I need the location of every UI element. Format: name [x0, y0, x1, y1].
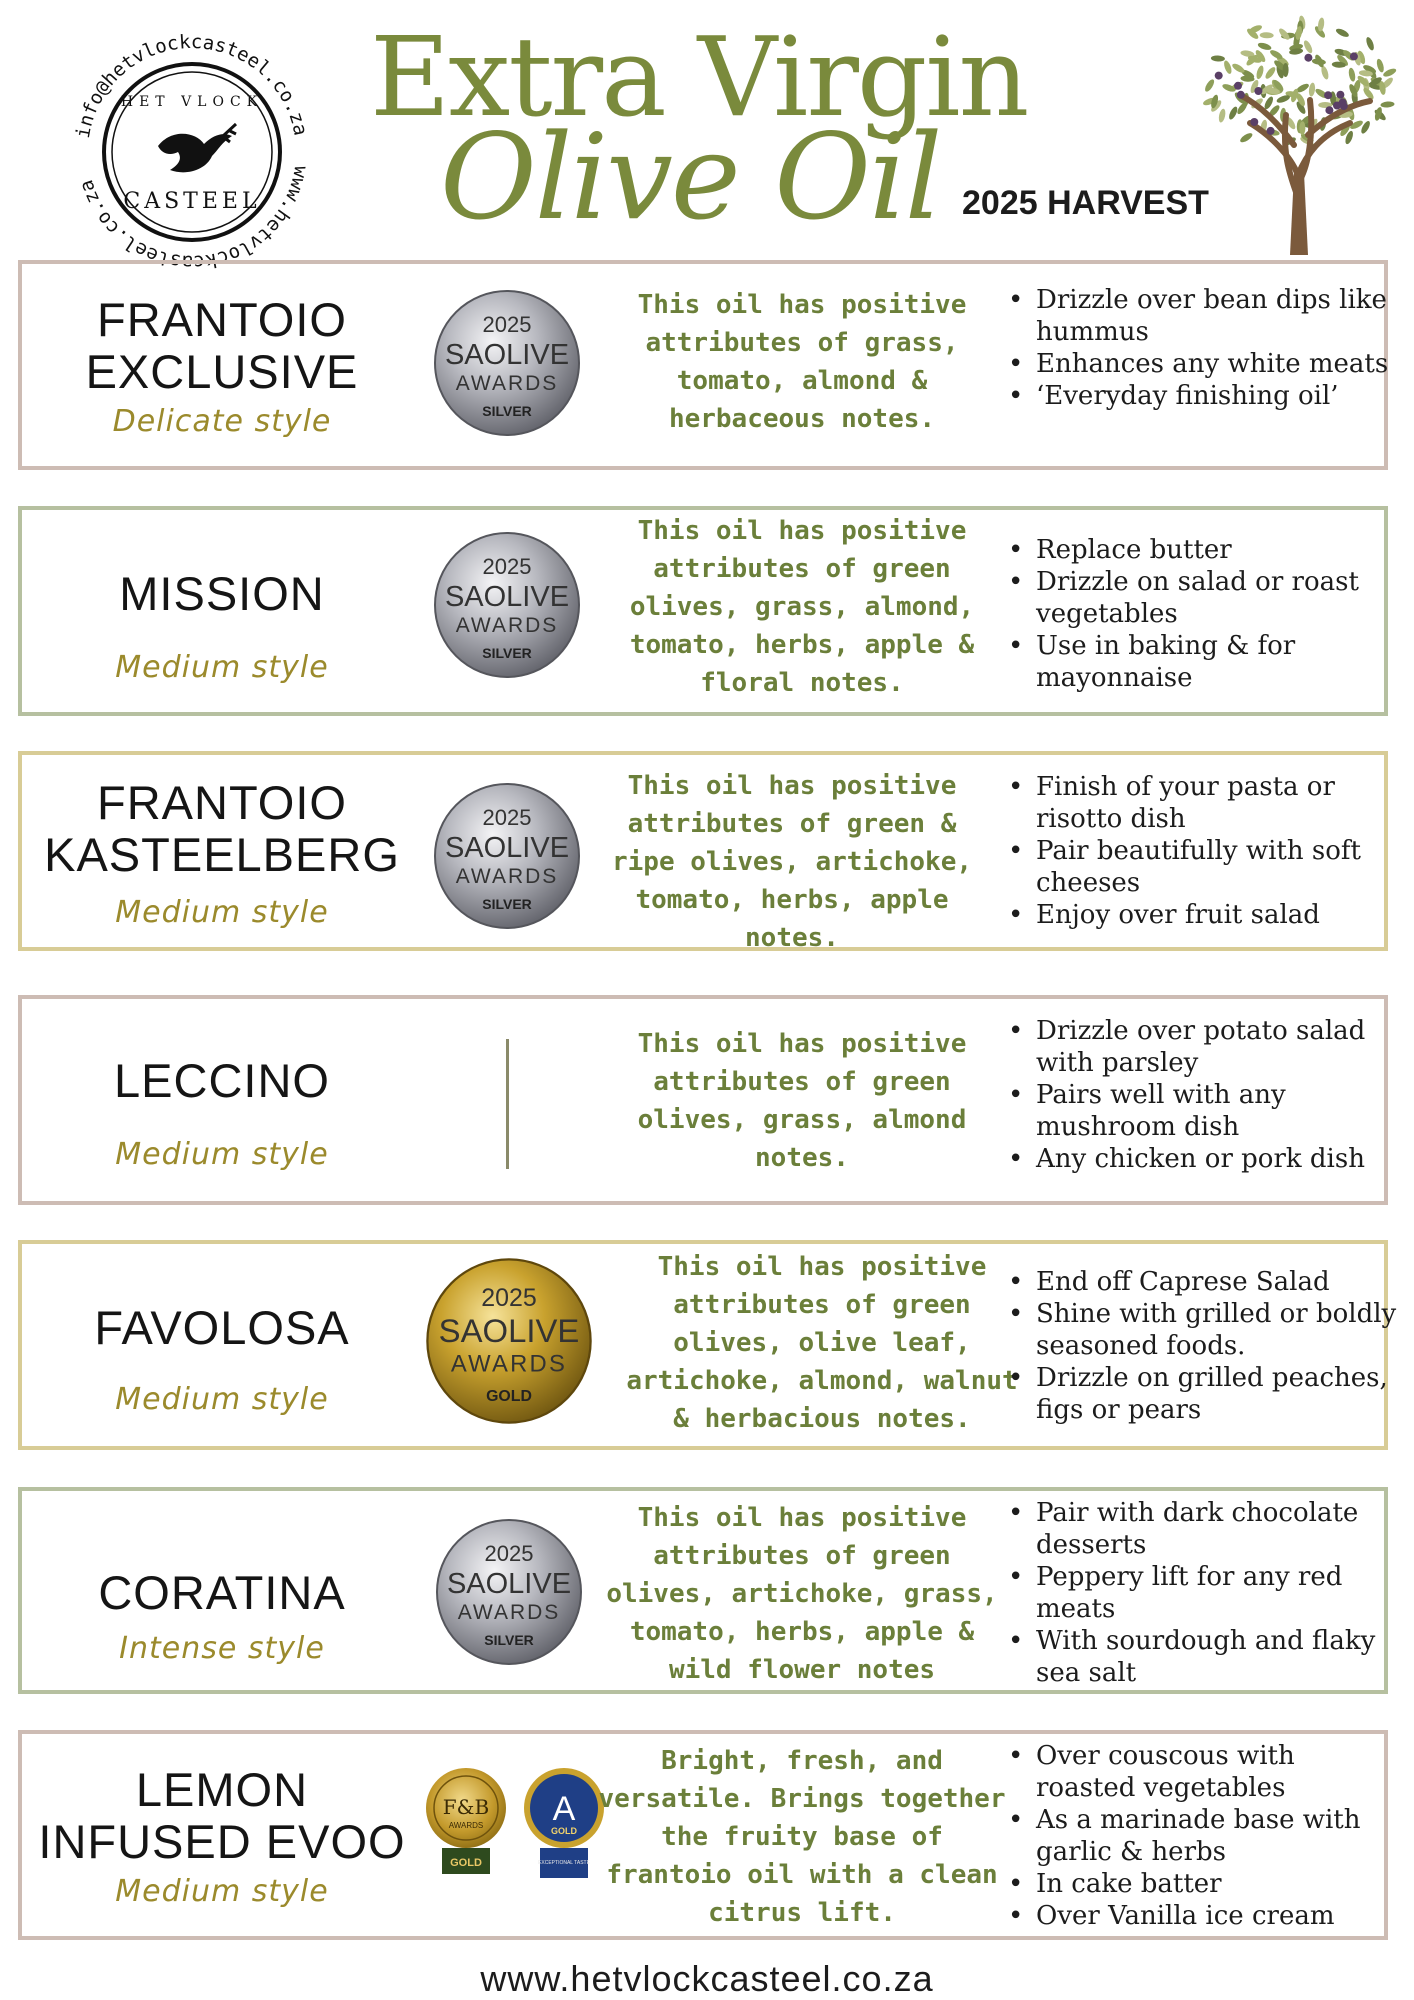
serving-suggestion: • Pair with dark chocolate desserts [1002, 1497, 1402, 1561]
serving-suggestion: • Drizzle over bean dips like hummus [1002, 284, 1402, 348]
oil-card [18, 260, 1388, 470]
oil-name [22, 1302, 422, 1354]
oil-description: This oil has positive attributes of green & ripe olives, artichoke, tomato, herbs, apple notes. [611, 771, 973, 953]
serving-suggestion: • With sourdough and flaky sea salt [1002, 1625, 1402, 1689]
oil-card [18, 995, 1388, 1205]
serving-suggestions-list [1002, 1497, 1402, 1689]
harvest-label: 2025 HARVEST [962, 184, 1209, 222]
oil-name-line: MISSION [119, 567, 325, 620]
logo-brand-bottom: CASTEEL [123, 189, 261, 214]
medal-year: 2025 [482, 805, 532, 830]
oil-description: This oil has positive attributes of green olives, grass, almond notes. [637, 1029, 967, 1173]
serving-suggestion: • As a marinade base with garlic & herbs [1002, 1804, 1402, 1868]
serving-suggestion: • Enjoy over fruit salad [1002, 899, 1402, 931]
serving-suggestions-list [1002, 1740, 1402, 1932]
oil-name-line: LEMON [135, 1763, 309, 1816]
medal-grade: GOLD [486, 1388, 532, 1406]
silver-medal-icon [434, 1517, 584, 1671]
oil-card [18, 1240, 1397, 1450]
medal-awards: AWARDS [450, 1350, 568, 1378]
oil-name [22, 294, 422, 398]
serving-suggestion: • ‘Everyday finishing oil’ [1002, 380, 1402, 412]
oil-style: Medium style [115, 1382, 329, 1417]
medal-awards: AWARDS [455, 372, 559, 395]
serving-suggestion: • Shine with grilled or boldly seasoned foods. [1002, 1298, 1402, 1362]
fb-gold: GOLD [450, 1857, 482, 1869]
serving-suggestion: • Any chicken or pork dish [1002, 1143, 1402, 1175]
medal-brand: SAOLIVE [446, 1568, 572, 1600]
serving-suggestions-list [1002, 534, 1402, 694]
oil-card [18, 506, 1388, 716]
serving-suggestion: • Drizzle on grilled peaches, figs or pears [1002, 1362, 1402, 1426]
oil-card [18, 751, 1388, 951]
oil-name [22, 777, 422, 881]
dove-icon [158, 124, 236, 172]
serving-suggestion: • Pair beautifully with soft cheeses [1002, 835, 1402, 899]
logo-ring-email: info@hetvlockcasteel.co.za [71, 30, 312, 140]
medal-awards: AWARDS [457, 1601, 561, 1624]
oil-name-line: KASTEELBERG [44, 828, 400, 881]
oil-style: Medium style [115, 650, 329, 685]
serving-suggestions-list [1002, 284, 1402, 412]
title-line-1: Extra Virgin [370, 13, 1028, 141]
fb-brand: F&B [442, 1795, 490, 1819]
oil-description: This oil has positive attributes of green olives, artichoke, grass, tomato, herbs, apple & wild flower notes [606, 1503, 998, 1685]
taste-letter: A [552, 1790, 576, 1828]
serving-suggestion: • Finish of your pasta or risotto dish [1002, 771, 1402, 835]
oil-description: This oil has positive attributes of green olives, olive leaf, artichoke, almond, walnut & herbacious notes. [626, 1252, 1018, 1434]
oil-name [22, 1764, 422, 1868]
medal-year: 2025 [482, 554, 532, 579]
medal-brand: SAOLIVE [444, 581, 570, 613]
serving-suggestions-list [1002, 1015, 1402, 1175]
taste-gold: GOLD [551, 1826, 577, 1836]
oil-style: Medium style [115, 1137, 329, 1172]
serving-suggestion: • Drizzle over potato salad with parsley [1002, 1015, 1402, 1079]
silver-medal-icon [432, 781, 582, 935]
oil-name-line: CORATINA [98, 1566, 346, 1619]
fb-awards: AWARDS [448, 1821, 484, 1830]
fb-gold-award-icon [424, 1764, 508, 1918]
serving-suggestion: • Over Vanilla ice cream [1002, 1900, 1402, 1932]
serving-suggestion: • Use in baking & for mayonnaise [1002, 630, 1402, 694]
footer-website[interactable]: www.hetvlockcasteel.co.za [480, 1958, 934, 1999]
serving-suggestion: • Drizzle on salad or roast vegetables [1002, 566, 1402, 630]
oil-name [22, 1055, 422, 1107]
medal-grade: SILVER [484, 1632, 534, 1648]
oil-name-line: LECCINO [114, 1054, 330, 1107]
oil-style: Delicate style [112, 404, 332, 439]
gold-medal-icon [424, 1256, 594, 1430]
serving-suggestion: • Enhances any white meats [1002, 348, 1402, 380]
olive-tree-icon [1190, 5, 1410, 255]
medal-awards: AWARDS [455, 614, 559, 637]
oil-card [18, 1730, 1388, 1940]
oil-name-line: FRANTOIO [97, 776, 347, 829]
medal-grade: SILVER [482, 896, 532, 912]
logo-brand-top: HET VLOCK [120, 94, 264, 110]
serving-suggestion: • Peppery lift for any red meats [1002, 1561, 1402, 1625]
serving-suggestion: • Pairs well with any mushroom dish [1002, 1079, 1402, 1143]
oil-name [22, 568, 422, 620]
medal-grade: SILVER [482, 645, 532, 661]
logo-ring-website: www.hetvlockcasteel.co.za [75, 164, 313, 274]
oil-style: Medium style [115, 1874, 329, 1909]
silver-medal-icon [432, 288, 582, 442]
oil-name-line: INFUSED EVOO [38, 1815, 406, 1868]
oil-description: This oil has positive attributes of green olives, grass, almond, tomato, herbs, apple & floral notes. [629, 516, 975, 698]
oil-name-line: FRANTOIO [97, 293, 347, 346]
serving-suggestions-list [1002, 771, 1402, 931]
taste-caption: EXCEPTIONAL TASTE [538, 1860, 590, 1866]
medal-brand: SAOLIVE [444, 832, 570, 864]
serving-suggestion: • In cake batter [1002, 1868, 1402, 1900]
oil-description: This oil has positive attributes of grass, tomato, almond & herbaceous notes. [637, 290, 967, 434]
medal-brand: SAOLIVE [444, 339, 570, 371]
serving-suggestion: • Replace butter [1002, 534, 1402, 566]
silver-medal-icon [432, 530, 582, 684]
oil-description: Bright, fresh, and versatile. Brings together the fruity base of frantoio oil with a clean citrus lift. [598, 1746, 1006, 1928]
serving-suggestion: • End off Caprese Salad [1002, 1266, 1402, 1298]
medal-grade: SILVER [482, 403, 532, 419]
medal-year: 2025 [484, 1541, 534, 1566]
brand-logo [68, 28, 316, 276]
oil-style: Intense style [119, 1631, 325, 1666]
oil-card [18, 1487, 1388, 1694]
oil-name-line: EXCLUSIVE [85, 345, 359, 398]
medal-brand: SAOLIVE [438, 1312, 580, 1350]
medal-year: 2025 [481, 1283, 537, 1312]
medal-awards: AWARDS [455, 865, 559, 888]
serving-suggestion: • Over couscous with roasted vegetables [1002, 1740, 1402, 1804]
oil-name-line: FAVOLOSA [94, 1301, 350, 1354]
serving-suggestions-list [1002, 1266, 1402, 1426]
vertical-divider [506, 1039, 509, 1169]
medal-year: 2025 [482, 312, 532, 337]
oil-style: Medium style [115, 895, 329, 930]
title-line-2: Olive Oil [440, 108, 941, 246]
oil-name [22, 1567, 422, 1619]
